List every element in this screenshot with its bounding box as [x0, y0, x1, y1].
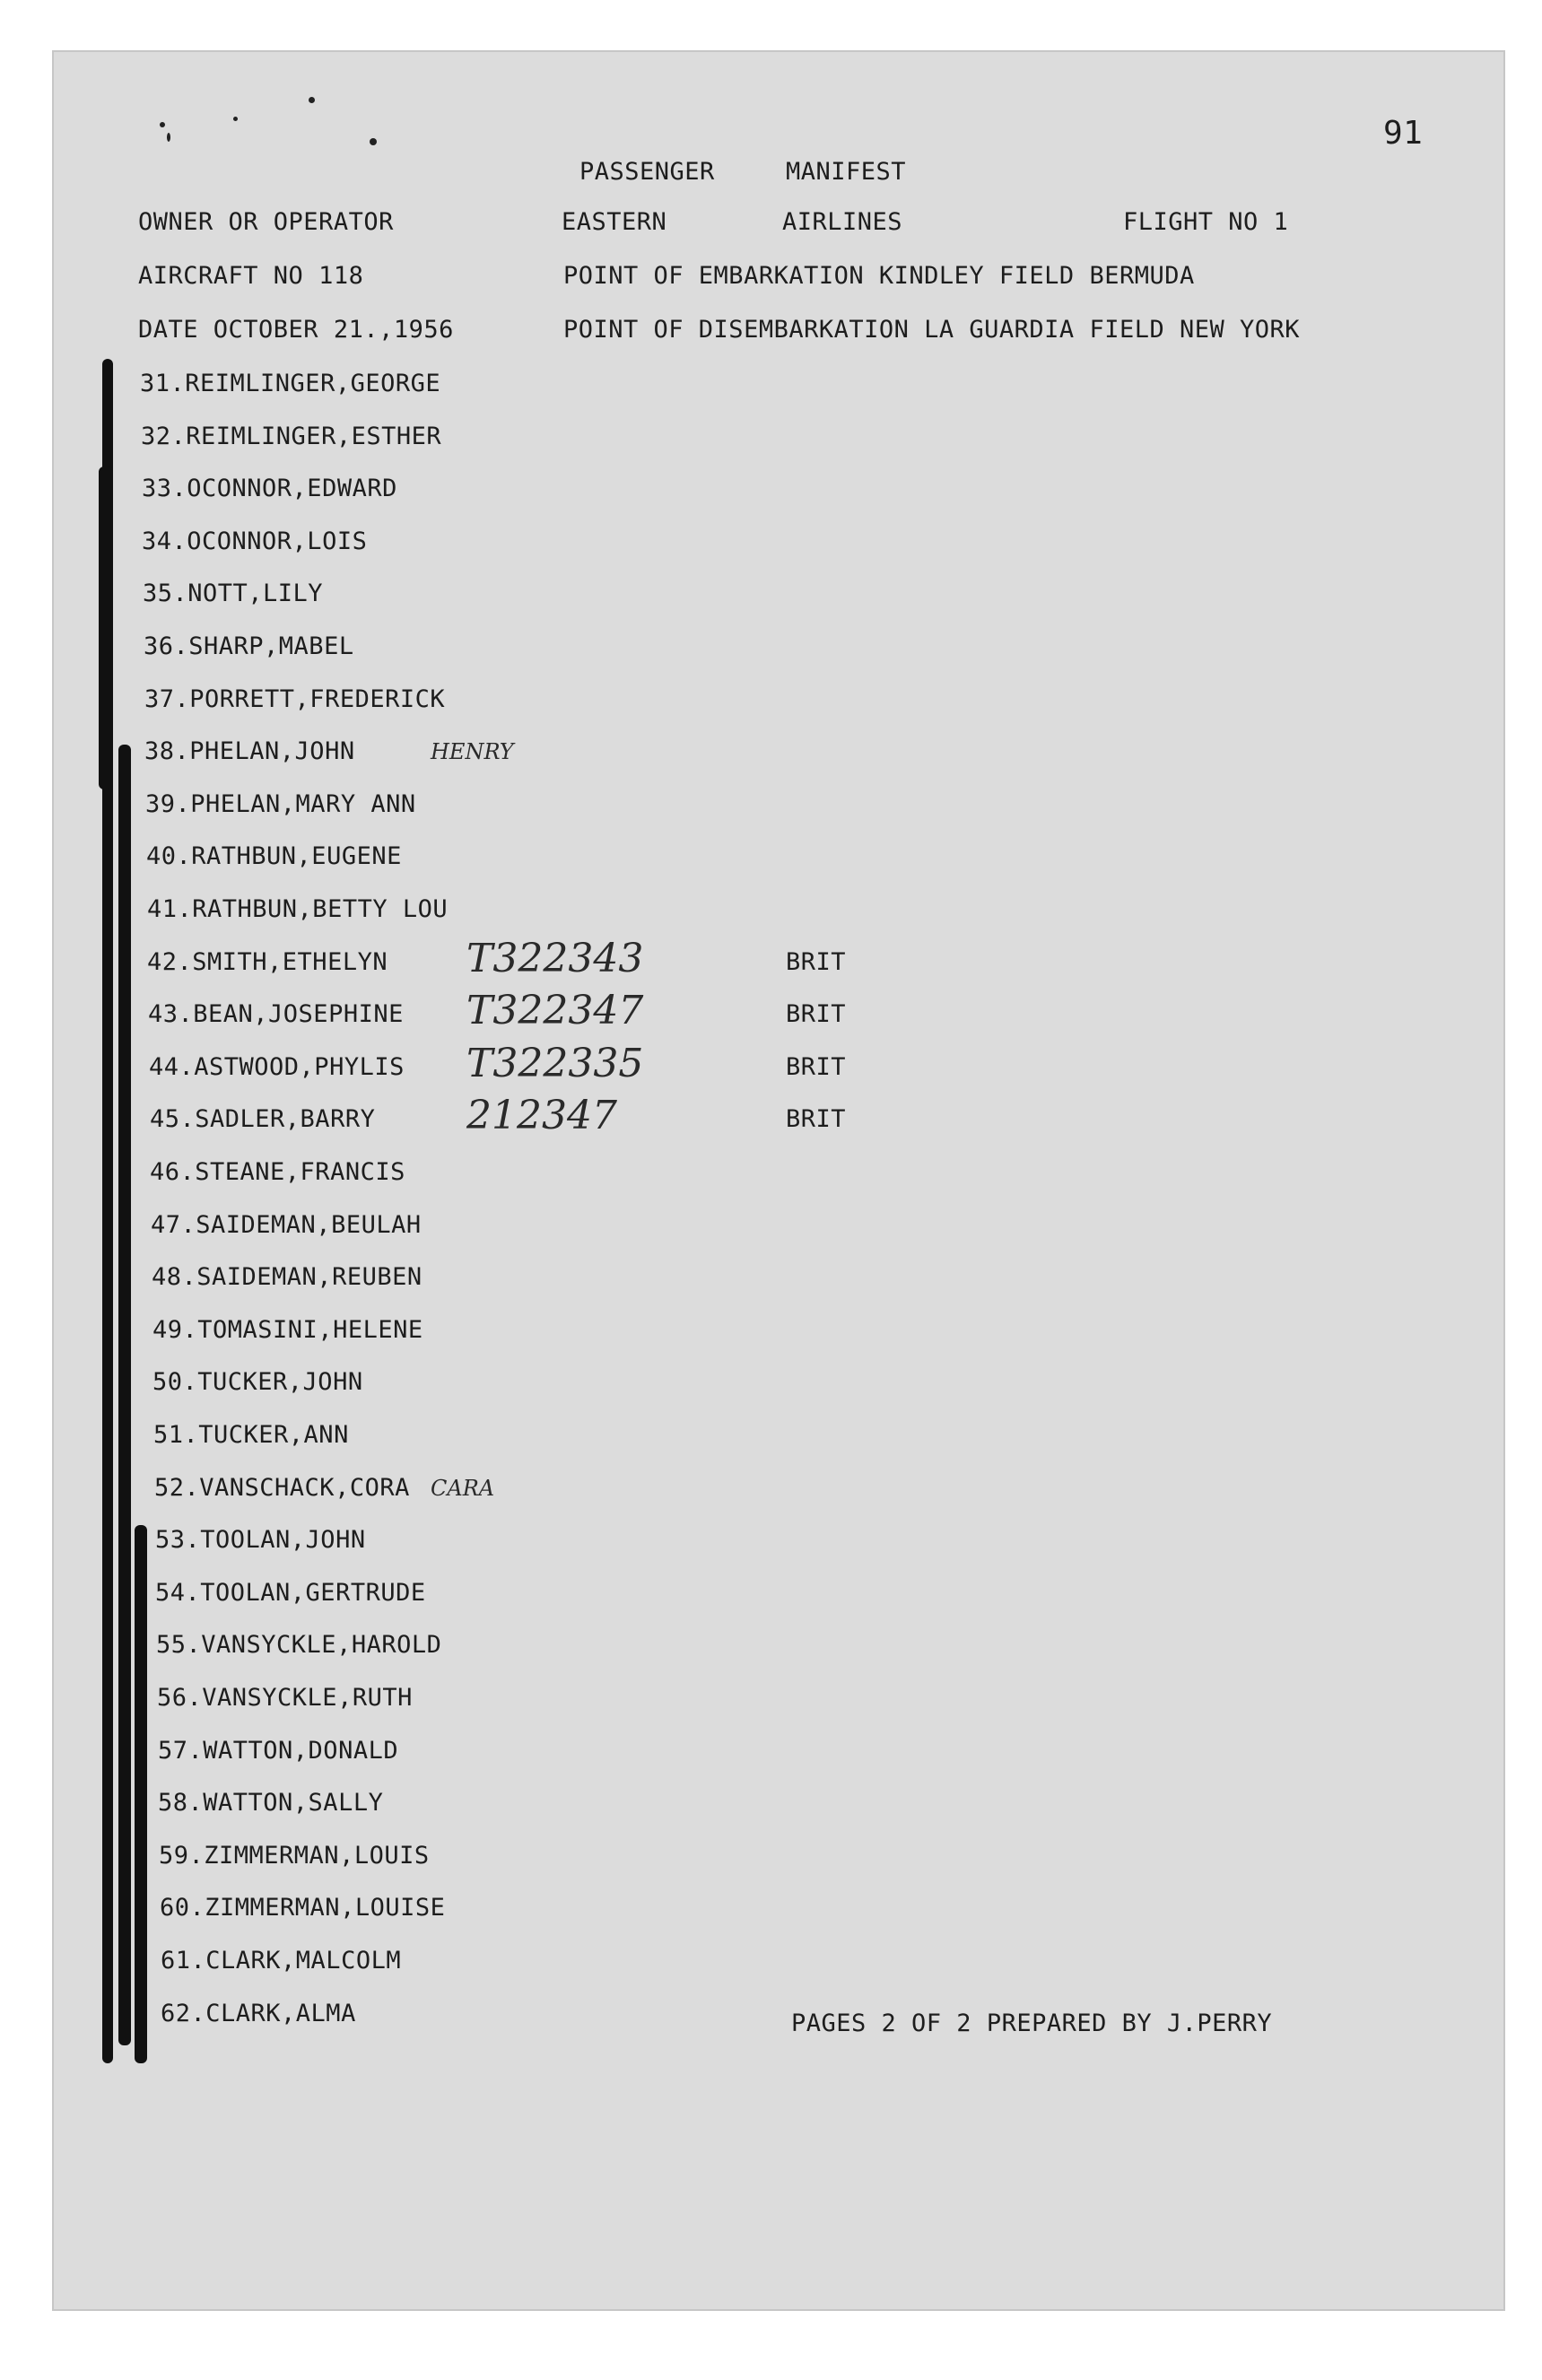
flight-number: FLIGHT NO 1	[1123, 208, 1289, 236]
passenger-entry: 35.NOTT,LILY	[143, 580, 324, 607]
passenger-entry: 43.BEAN,JOSEPHINE	[148, 1000, 404, 1028]
handwritten-annotation: CARA	[431, 1476, 495, 1501]
passenger-entry: 62.CLARK,ALMA	[161, 2000, 356, 2027]
ink-speck	[309, 97, 315, 103]
footer-pages-prepared-by: PAGES 2 OF 2 PREPARED BY J.PERRY	[791, 2009, 1273, 2037]
passenger-entry: 58.WATTON,SALLY	[158, 1789, 384, 1817]
handwritten-annotation: HENRY	[431, 739, 514, 764]
passenger-entry: 52.VANSCHACK,CORA	[154, 1474, 410, 1502]
handwritten-annotation: T322347	[466, 988, 644, 1033]
passenger-entry: 46.STEANE,FRANCIS	[150, 1158, 405, 1186]
passenger-entry: 40.RATHBUN,EUGENE	[146, 842, 402, 870]
passenger-entry: 38.PHELAN,JOHN	[144, 737, 355, 765]
margin-bracket-line	[118, 745, 131, 2045]
passenger-entry: 31.REIMLINGER,GEORGE	[140, 370, 441, 397]
passenger-entry: 59.ZIMMERMAN,LOUIS	[159, 1842, 430, 1870]
handwritten-annotation: 212347	[466, 1093, 617, 1138]
point-of-disembarkation: POINT OF DISEMBARKATION LA GUARDIA FIELD NEW YORK	[563, 316, 1301, 344]
passenger-entry: 42.SMITH,ETHELYN	[147, 948, 388, 976]
passenger-entry: 33.OCONNOR,EDWARD	[142, 475, 397, 502]
ink-speck	[370, 138, 377, 145]
nationality-code: BRIT	[786, 1000, 847, 1028]
passenger-entry: 49.TOMASINI,HELENE	[152, 1316, 423, 1344]
passenger-entry: 54.TOOLAN,GERTRUDE	[155, 1579, 426, 1607]
margin-bracket-line	[99, 466, 113, 789]
passenger-entry: 39.PHELAN,MARY ANN	[145, 790, 416, 818]
passenger-entry: 45.SADLER,BARRY	[150, 1105, 376, 1133]
manifest-date: DATE OCTOBER 21.,1956	[138, 316, 454, 344]
passenger-entry: 37.PORRETT,FREDERICK	[144, 685, 446, 713]
passenger-entry: 60.ZIMMERMAN,LOUISE	[160, 1894, 446, 1922]
passenger-entry: 48.SAIDEMAN,REUBEN	[152, 1263, 423, 1291]
ink-speck	[233, 117, 238, 121]
passenger-entry: 57.WATTON,DONALD	[158, 1737, 399, 1765]
passenger-entry: 61.CLARK,MALCOLM	[161, 1947, 402, 1975]
page-number: 91	[1383, 115, 1424, 152]
passenger-entry: 50.TUCKER,JOHN	[152, 1368, 363, 1396]
owner-value-airlines: AIRLINES	[782, 208, 903, 236]
manifest-title-right: MANIFEST	[786, 158, 907, 186]
passenger-entry: 34.OCONNOR,LOIS	[142, 527, 368, 555]
owner-label: OWNER OR OPERATOR	[138, 208, 394, 236]
handwritten-annotation: T322335	[466, 1041, 644, 1086]
passenger-entry: 55.VANSYCKLE,HAROLD	[156, 1631, 442, 1659]
margin-bracket-line	[135, 1525, 147, 2063]
passenger-entry: 41.RATHBUN,BETTY LOU	[147, 895, 449, 923]
passenger-entry: 32.REIMLINGER,ESTHER	[141, 423, 442, 450]
passenger-entry: 51.TUCKER,ANN	[153, 1421, 349, 1449]
ink-speck	[167, 133, 170, 142]
aircraft-number: AIRCRAFT NO 118	[138, 262, 364, 290]
nationality-code: BRIT	[786, 1053, 847, 1081]
passenger-entry: 53.TOOLAN,JOHN	[155, 1526, 366, 1554]
owner-value-eastern: EASTERN	[562, 208, 667, 236]
point-of-embarkation: POINT OF EMBARKATION KINDLEY FIELD BERMUDA	[563, 262, 1195, 290]
manifest-title-left: PASSENGER	[579, 158, 715, 186]
ink-speck	[160, 122, 165, 127]
nationality-code: BRIT	[786, 948, 847, 976]
passenger-entry: 44.ASTWOOD,PHYLIS	[149, 1053, 405, 1081]
handwritten-annotation: T322343	[466, 936, 644, 981]
nationality-code: BRIT	[786, 1105, 847, 1133]
passenger-entry: 47.SAIDEMAN,BEULAH	[151, 1211, 422, 1239]
passenger-entry: 36.SHARP,MABEL	[144, 632, 354, 660]
passenger-entry: 56.VANSYCKLE,RUTH	[157, 1684, 413, 1712]
